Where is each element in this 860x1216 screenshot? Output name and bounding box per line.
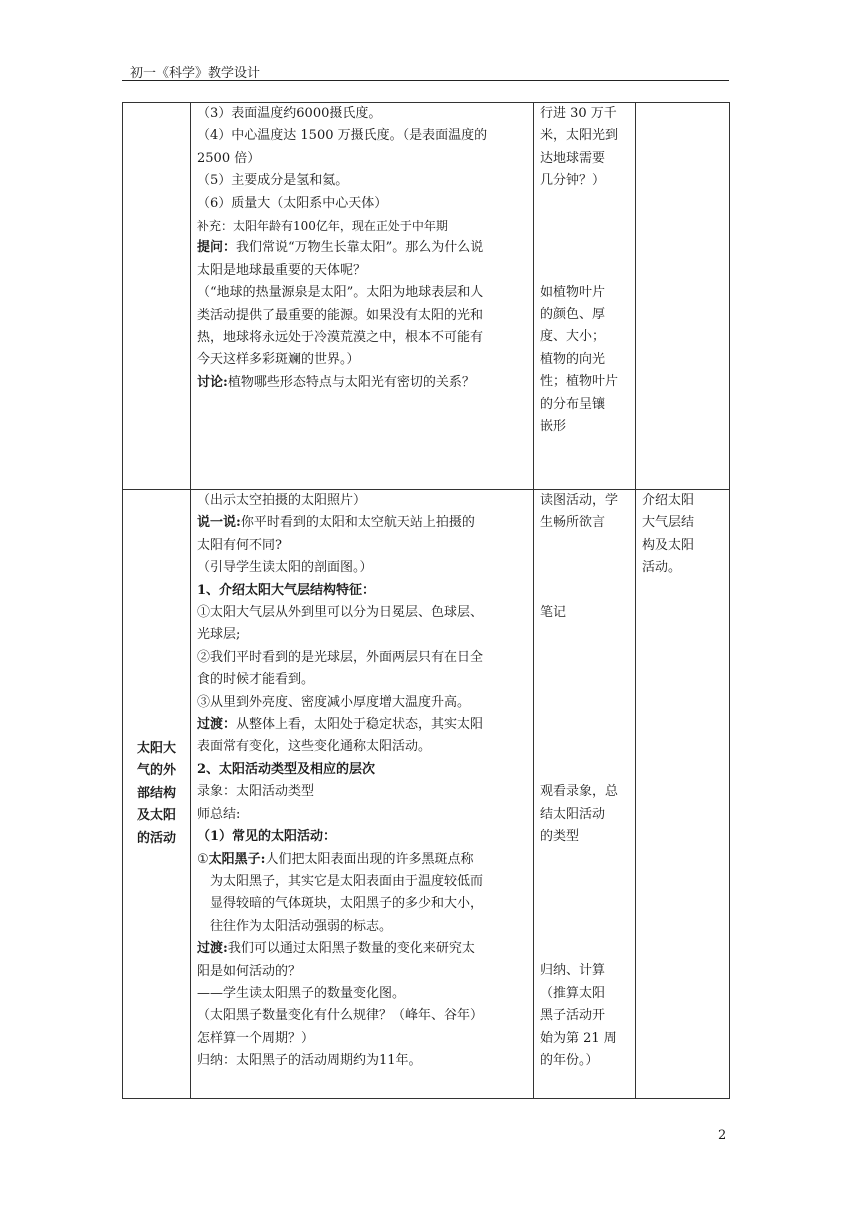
content-line: ——学生读太阳黑子的数量变化图。: [197, 985, 406, 1001]
transition-label: 过渡:: [197, 941, 228, 957]
student-line: 观看录象，总: [540, 784, 619, 800]
student-activity-cell: [534, 490, 636, 1099]
content-line: [197, 849, 527, 871]
student-line: 的年份。）: [540, 1053, 599, 1069]
student-line: 的颜色、厚: [540, 307, 606, 323]
transition-text: 从整体上看，太阳处于稳定状态，其实太阳: [236, 717, 484, 733]
transition-text: 我们可以通过太阳黑子数量的变化来研究太: [227, 941, 475, 957]
question-text: 我们常说“万物生长靠太阳”。那么为什么说: [236, 240, 484, 256]
content-line: 归纳：太阳黑子的活动周期约为11年。: [197, 1053, 422, 1069]
content-line: ①太阳大气层从外到里可以分为日冕层、色球层、: [197, 605, 484, 621]
student-line: 植物的向光: [540, 351, 606, 367]
student-activity-cell: [534, 103, 636, 490]
section-title-line: 及太阳: [136, 808, 176, 824]
content-line: 往往作为太阳活动强弱的标志。: [210, 918, 393, 934]
content-line: 为太阳黑子，其实它是太阳表面由于温度较低而: [210, 873, 484, 889]
content-subheading: （1）常见的太阳活动：: [197, 829, 337, 845]
teaching-content-cell: [191, 103, 534, 490]
student-line: （推算太阳: [540, 985, 606, 1001]
content-line: 表面常有变化，这些变化通称太阳活动。: [197, 739, 432, 755]
say-label: 说一说:: [197, 515, 241, 531]
student-line: 度、大小；: [540, 329, 606, 345]
intent-line: 构及太阳: [642, 537, 695, 553]
content-line: （3）表面温度约6000摄氏度。: [197, 106, 382, 121]
student-line: 生畅所欲言: [540, 515, 606, 531]
content-line: 太阳有何不同?: [197, 537, 282, 553]
content-line: 太阳是地球最重要的天体呢？: [197, 262, 367, 278]
student-line: 归纳、计算: [540, 963, 606, 979]
section-title-line: 太阳大: [136, 740, 176, 756]
content-line: （太阳黑子数量变化有什么规律？（峰年、谷年）: [197, 1008, 484, 1024]
content-line: 怎样算一个周期？）: [197, 1030, 315, 1046]
section-cell-empty: [123, 103, 191, 490]
student-line: 米，太阳光到: [540, 128, 619, 144]
document-header-title: 初一《科学》教学设计: [130, 66, 261, 81]
content-line: 显得较暗的气体斑块，太阳黑子的多少和大小，: [210, 896, 484, 912]
list-marker: ①: [197, 851, 209, 867]
content-line: [197, 237, 527, 259]
content-line: （5）主要成分是氢和氦。: [197, 173, 349, 189]
design-intent-cell: [636, 490, 730, 1099]
content-line: （“地球的热量源泉是太阳”。太阳为地球表层和人: [197, 285, 484, 301]
content-line-supplement: 补充：太阳年龄有100亿年，现在正处于中年期: [197, 219, 448, 234]
discussion-label: 讨论:: [197, 374, 228, 390]
sunspot-text: 人们把太阳表面出现的许多黑斑点称: [265, 851, 474, 867]
content-line: ③从里到外亮度、密度减小厚度增大温度升高。: [197, 694, 471, 710]
teaching-content-cell: [191, 490, 534, 1099]
content-line: （引导学生读太阳的剖面图。）: [197, 560, 373, 576]
say-text: 你平时看到的太阳和太空航天站上拍摄的: [240, 515, 475, 531]
discussion-text: 植物哪些形态特点与太阳光有密切的关系？: [227, 374, 475, 390]
content-line: [197, 714, 527, 736]
content-line: （出示太空拍摄的太阳照片）: [197, 493, 367, 508]
student-line: 达地球需要: [540, 150, 606, 166]
student-line: 如植物叶片: [540, 284, 606, 300]
content-line: 食的时候才能看到。: [197, 672, 315, 688]
content-line: 阳是如何活动的？: [197, 963, 302, 979]
student-line: 黑子活动开: [540, 1008, 606, 1024]
intent-line: 大气层结: [642, 515, 695, 531]
content-line: （4）中心温度达 1500 万摄氏度。（是表面温度的: [197, 128, 488, 144]
page-number: 2: [718, 1128, 727, 1143]
student-line: 的类型: [540, 829, 580, 845]
table-row-sun-characteristics: [123, 103, 730, 490]
content-line: 光球层;: [197, 627, 241, 643]
student-line: 结太阳活动: [540, 806, 606, 822]
content-heading: 1、介绍太阳大气层结构特征：: [197, 582, 376, 598]
sunspot-label: 太阳黑子:: [208, 851, 266, 867]
student-line: 几分钟？）: [540, 173, 606, 189]
section-title-line: 的活动: [136, 830, 176, 846]
section-title-line: 部结构: [136, 785, 176, 801]
content-line: 类活动提供了最重要的能源。如果没有太阳的光和: [197, 307, 484, 323]
intent-line: 活动。: [642, 560, 682, 576]
student-line: 始为第 21 周: [540, 1030, 617, 1046]
header-rule: [122, 80, 729, 81]
content-line: [197, 512, 527, 534]
student-line: 的分布呈镶: [540, 396, 606, 412]
design-intent-cell-empty: [636, 103, 730, 490]
section-title-cell: [123, 490, 191, 1099]
question-label: 提问：: [197, 240, 237, 256]
section-title-line: 气的外: [136, 763, 176, 779]
student-line: 笔记: [540, 604, 567, 620]
student-line: 读图活动，学: [540, 493, 619, 508]
content-line: [197, 372, 527, 394]
transition-label: 过渡：: [197, 717, 237, 733]
content-line: [197, 938, 527, 960]
content-line: 热，地球将永远处于冷漠荒漠之中，根本不可能有: [197, 330, 484, 346]
content-line: 录象：太阳活动类型: [197, 784, 315, 800]
content-line: （6）质量大（太阳系中心天体）: [197, 195, 388, 211]
content-line: 2500 倍）: [197, 150, 261, 166]
student-line: 性；植物叶片: [540, 374, 619, 390]
table-row-sun-atmosphere: [123, 490, 730, 1099]
content-line: 师总结:: [197, 806, 241, 822]
content-heading: 2、太阳活动类型及相应的层次: [197, 761, 376, 777]
student-line: 行进 30 万千: [540, 106, 617, 121]
intent-line: 介绍太阳: [642, 493, 695, 508]
student-line: 嵌形: [540, 419, 567, 435]
lesson-plan-table: [122, 102, 730, 1099]
content-line: ②我们平时看到的是光球层，外面两层只有在日全: [197, 649, 484, 665]
content-line: 今天这样多彩斑斓的世界。）: [197, 352, 360, 368]
